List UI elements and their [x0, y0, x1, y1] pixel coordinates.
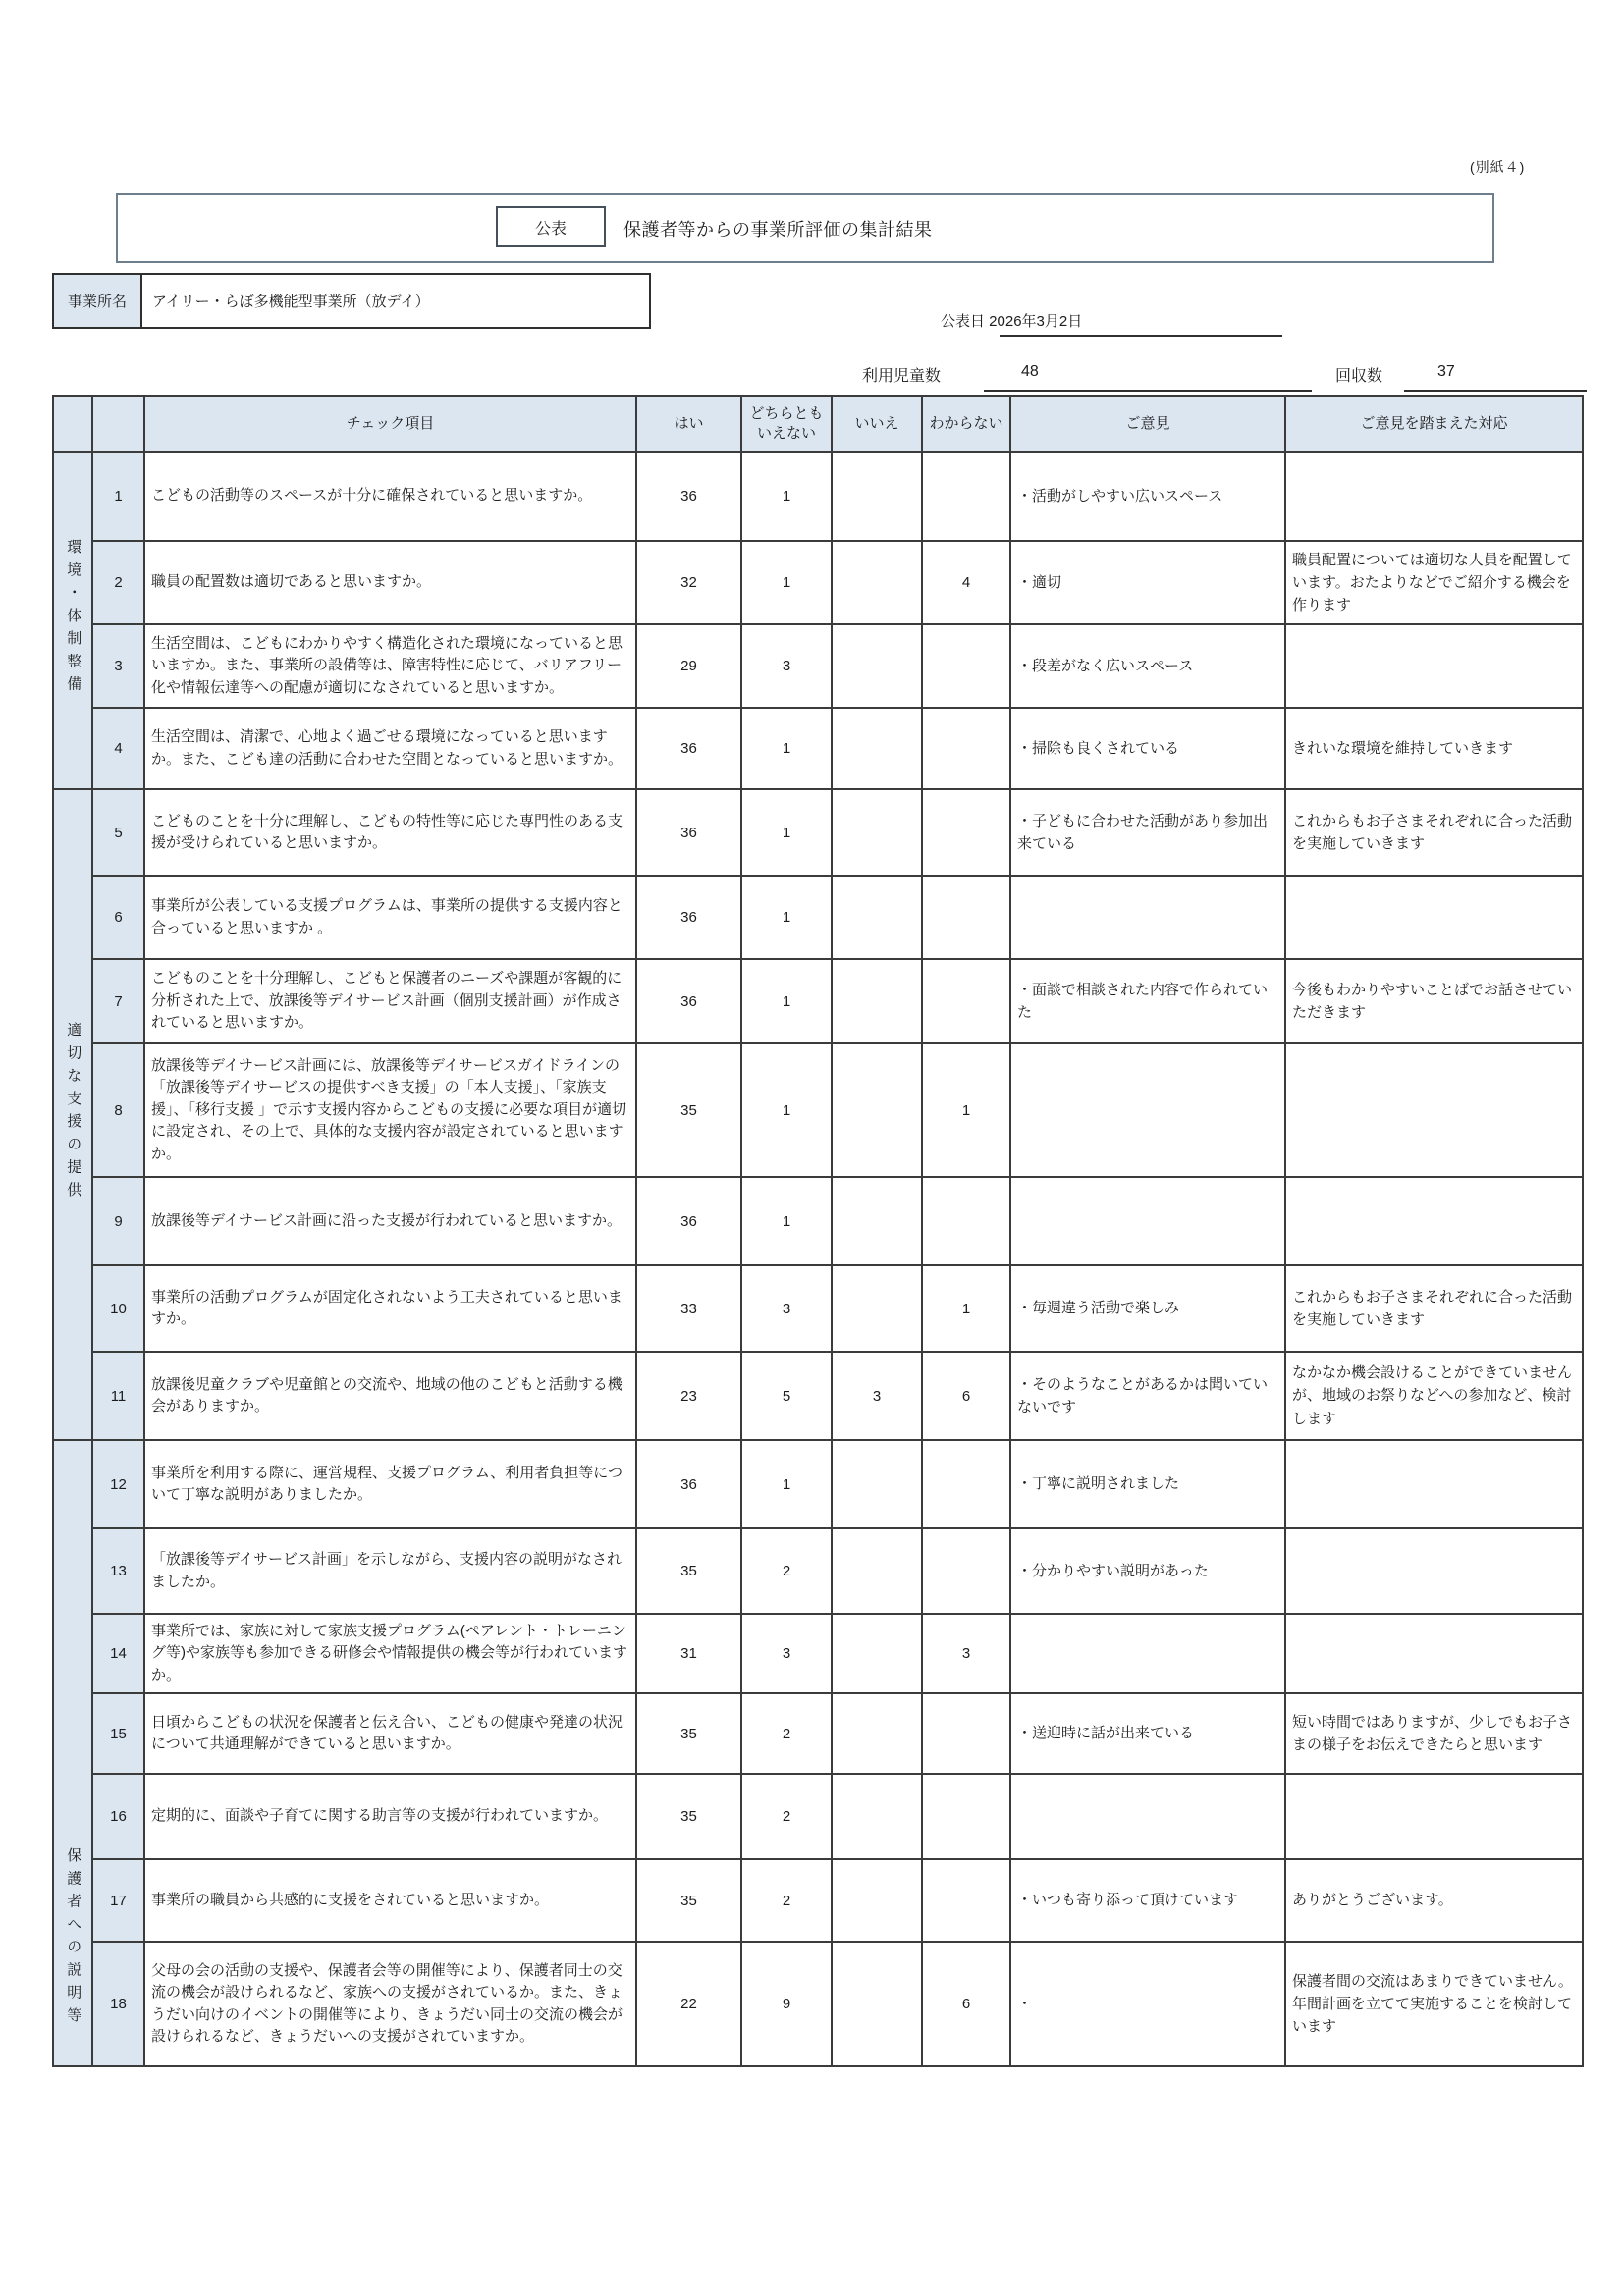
comment-cell: ・適切 [1010, 541, 1285, 624]
count-yes: 36 [636, 959, 741, 1043]
count-neither: 1 [741, 876, 832, 959]
count-unknown [922, 452, 1010, 541]
comment-cell [1010, 1043, 1285, 1177]
count-yes: 33 [636, 1265, 741, 1352]
response-cell: これからもお子さまそれぞれに合った活動を実施していきます [1285, 1265, 1583, 1352]
count-unknown [922, 959, 1010, 1043]
response-cell: これからもお子さまそれぞれに合った活動を実施していきます [1285, 789, 1583, 876]
count-no [832, 959, 922, 1043]
header-col-2: どちらともいえない [741, 396, 832, 452]
count-unknown: 1 [922, 1043, 1010, 1177]
count-unknown: 1 [922, 1265, 1010, 1352]
count-neither: 3 [741, 1265, 832, 1352]
response-cell [1285, 1528, 1583, 1614]
count-yes: 29 [636, 624, 741, 708]
count-neither: 2 [741, 1859, 832, 1942]
comment-cell [1010, 1614, 1285, 1693]
table-row [53, 708, 1583, 789]
category-label: 適切な支援の提供 [65, 1021, 82, 1204]
question-cell: こどもの活動等のスペースが十分に確保されていると思いますか。 [144, 452, 636, 541]
row-number: 13 [92, 1528, 144, 1614]
count-unknown: 4 [922, 541, 1010, 624]
count-yes: 36 [636, 1440, 741, 1528]
comment-cell [1010, 1774, 1285, 1859]
count-yes: 31 [636, 1614, 741, 1693]
children-count-value: 48 [1021, 363, 1039, 380]
count-no: 3 [832, 1352, 922, 1440]
count-unknown: 6 [922, 1352, 1010, 1440]
count-unknown [922, 1859, 1010, 1942]
row-number: 1 [92, 452, 144, 541]
count-neither: 1 [741, 789, 832, 876]
question-cell: 定期的に、面談や子育てに関する助言等の支援が行われていますか。 [144, 1774, 636, 1859]
header-col-4: わからない [922, 396, 1010, 452]
comment-cell: ・送迎時に話が出来ている [1010, 1693, 1285, 1774]
response-cell [1285, 1177, 1583, 1265]
question-cell: 放課後児童クラブや児童館との交流や、地域の他のこどもと活動する機会がありますか。 [144, 1352, 636, 1440]
comment-cell: ・面談で相談された内容で作られていた [1010, 959, 1285, 1043]
count-yes: 36 [636, 452, 741, 541]
header-number-spacer [92, 396, 144, 452]
title-box [116, 193, 1494, 263]
question-cell: 事業所を利用する際に、運営規程、支援プログラム、利用者負担等について丁寧な説明がありましたか。 [144, 1440, 636, 1528]
row-number: 14 [92, 1614, 144, 1693]
count-neither: 2 [741, 1774, 832, 1859]
table-row [53, 452, 1583, 541]
count-no [832, 452, 922, 541]
response-cell [1285, 876, 1583, 959]
response-cell: ありがとうございます。 [1285, 1859, 1583, 1942]
count-yes: 35 [636, 1043, 741, 1177]
header-col-5: ご意見 [1010, 396, 1285, 452]
comment-cell: ・段差がなく広いスペース [1010, 624, 1285, 708]
row-number: 11 [92, 1352, 144, 1440]
question-cell: 放課後等デイサービス計画には、放課後等デイサービスガイドラインの「放課後等デイサービスの提供すべき支援」の「本人支援」、「家族支援」、「移行支援 」で示す支援内容からこどもの支援に必要な項目が適切に設定され、その上で、具体的な支援内容が設定されていると思いますか。 [144, 1043, 636, 1177]
count-yes: 35 [636, 1528, 741, 1614]
count-neither: 2 [741, 1528, 832, 1614]
count-yes: 36 [636, 1177, 741, 1265]
question-cell: 放課後等デイサービス計画に沿った支援が行われていると思いますか。 [144, 1177, 636, 1265]
count-yes: 23 [636, 1352, 741, 1440]
table-row [53, 959, 1583, 1043]
evaluation-table [52, 395, 1584, 2067]
row-number: 4 [92, 708, 144, 789]
count-unknown: 6 [922, 1942, 1010, 2066]
table-row [53, 1177, 1583, 1265]
row-number: 5 [92, 789, 144, 876]
question-cell: 事業所が公表している支援プログラムは、事業所の提供する支援内容と合っていると思いますか 。 [144, 876, 636, 959]
question-cell: 「放課後等デイサービス計画」を示しながら、支援内容の説明がなされましたか。 [144, 1528, 636, 1614]
question-cell: こどものことを十分理解し、こどもと保護者のニーズや課題が客観的に分析された上で、放課後等デイサービス計画（個別支援計画）が作成されていると思いますか。 [144, 959, 636, 1043]
count-yes: 36 [636, 789, 741, 876]
collected-count-label: 回収数 [1335, 368, 1383, 385]
response-cell: きれいな環境を維持していきます [1285, 708, 1583, 789]
response-cell [1285, 1774, 1583, 1859]
count-no [832, 1440, 922, 1528]
collected-count-underline [1404, 390, 1587, 392]
count-no [832, 1177, 922, 1265]
children-count-underline [984, 390, 1312, 392]
count-no [832, 624, 922, 708]
comment-cell [1010, 876, 1285, 959]
count-neither: 2 [741, 1693, 832, 1774]
count-no [832, 1265, 922, 1352]
table-row [53, 1774, 1583, 1859]
office-name-value: アイリー・らぼ多機能型事業所（放デイ） [140, 273, 651, 329]
table-row [53, 1352, 1583, 1440]
count-unknown [922, 1774, 1010, 1859]
category-cell [53, 789, 92, 1440]
table-row [53, 1942, 1583, 2066]
row-number: 16 [92, 1774, 144, 1859]
comment-cell: ・ [1010, 1942, 1285, 2066]
response-cell [1285, 624, 1583, 708]
row-number: 10 [92, 1265, 144, 1352]
response-cell [1285, 452, 1583, 541]
count-neither: 1 [741, 452, 832, 541]
count-yes: 35 [636, 1693, 741, 1774]
row-number: 6 [92, 876, 144, 959]
table-row [53, 1693, 1583, 1774]
comment-cell [1010, 1177, 1285, 1265]
question-cell: 日頃からこどもの状況を保護者と伝え合い、こどもの健康や発達の状況について共通理解ができていると思いますか。 [144, 1693, 636, 1774]
question-cell: 事業所の職員から共感的に支援をされていると思いますか。 [144, 1859, 636, 1942]
row-number: 8 [92, 1043, 144, 1177]
row-number: 3 [92, 624, 144, 708]
count-neither: 5 [741, 1352, 832, 1440]
comment-cell: ・丁寧に説明されました [1010, 1440, 1285, 1528]
question-cell: こどものことを十分に理解し、こどもの特性等に応じた専門性のある支援が受けられていると思いますか。 [144, 789, 636, 876]
count-yes: 36 [636, 708, 741, 789]
table-row [53, 1859, 1583, 1942]
count-yes: 35 [636, 1774, 741, 1859]
count-unknown [922, 708, 1010, 789]
comment-cell: ・掃除も良くされている [1010, 708, 1285, 789]
comment-cell: ・分かりやすい説明があった [1010, 1528, 1285, 1614]
response-cell: 職員配置については適切な人員を配置しています。おたよりなどでご紹介する機会を作ります [1285, 541, 1583, 624]
comment-cell: ・いつも寄り添って頂けています [1010, 1859, 1285, 1942]
count-no [832, 1043, 922, 1177]
question-cell: 生活空間は、清潔で、心地よく過ごせる環境になっていると思いますか。また、こども達の活動に合わせた空間となっていると思いますか。 [144, 708, 636, 789]
response-cell: 保護者間の交流はあまりできていません。年間計画を立てて実施することを検討しています [1285, 1942, 1583, 2066]
header-col-6: ご意見を踏まえた対応 [1285, 396, 1583, 452]
count-unknown [922, 1528, 1010, 1614]
count-neither: 3 [741, 1614, 832, 1693]
page-title: 保護者等からの事業所評価の集計結果 [623, 219, 933, 240]
count-neither: 1 [741, 708, 832, 789]
response-cell [1285, 1614, 1583, 1693]
count-neither: 1 [741, 1043, 832, 1177]
count-neither: 1 [741, 541, 832, 624]
count-neither: 1 [741, 959, 832, 1043]
table-row [53, 1043, 1583, 1177]
count-neither: 9 [741, 1942, 832, 2066]
row-number: 12 [92, 1440, 144, 1528]
question-cell: 事業所の活動プログラムが固定化されないよう工夫されていると思いますか。 [144, 1265, 636, 1352]
row-number: 15 [92, 1693, 144, 1774]
count-unknown [922, 789, 1010, 876]
response-cell [1285, 1440, 1583, 1528]
table-header [53, 396, 1583, 452]
count-yes: 22 [636, 1942, 741, 2066]
comment-cell: ・活動がしやすい広いスペース [1010, 452, 1285, 541]
header-category-spacer [53, 396, 92, 452]
row-number: 18 [92, 1942, 144, 2066]
count-neither: 1 [741, 1177, 832, 1265]
table-row [53, 1528, 1583, 1614]
collected-count-value: 37 [1437, 363, 1455, 380]
count-yes: 32 [636, 541, 741, 624]
count-neither: 1 [741, 1440, 832, 1528]
count-no [832, 1774, 922, 1859]
count-unknown [922, 1693, 1010, 1774]
question-cell: 生活空間は、こどもにわかりやすく構造化された環境になっていると思いますか。また、事業所の設備等は、障害特性に応じて、バリアフリー化や情報伝達等への配慮が適切になされていると思いますか。 [144, 624, 636, 708]
count-yes: 36 [636, 876, 741, 959]
header-col-1: はい [636, 396, 741, 452]
count-yes: 35 [636, 1859, 741, 1942]
response-cell [1285, 1043, 1583, 1177]
row-number: 7 [92, 959, 144, 1043]
table-row [53, 624, 1583, 708]
count-no [832, 1942, 922, 2066]
comment-cell: ・毎週違う活動で楽しみ [1010, 1265, 1285, 1352]
table-row [53, 1265, 1583, 1352]
publish-date-underline [1000, 335, 1282, 337]
count-unknown [922, 1177, 1010, 1265]
row-number: 17 [92, 1859, 144, 1942]
comment-cell: ・子どもに合わせた活動があり参加出来ている [1010, 789, 1285, 876]
category-label: 保護者への説明等 [65, 1847, 82, 2030]
comment-cell: ・そのようなことがあるかは聞いていないです [1010, 1352, 1285, 1440]
question-cell: 父母の会の活動の支援や、保護者会等の開催等により、保護者同士の交流の機会が設けられるなど、家族への支援がされているか。また、きょうだい向けのイベントの開催等により、きょうだい同士の交流の機会が設けられるなど、きょうだいへの支援がされていますか。 [144, 1942, 636, 2066]
response-cell: 今後もわかりやすいことばでお話させていただきます [1285, 959, 1583, 1043]
row-number: 9 [92, 1177, 144, 1265]
count-no [832, 789, 922, 876]
count-no [832, 1859, 922, 1942]
header-col-0: チェック項目 [144, 396, 636, 452]
count-neither: 3 [741, 624, 832, 708]
count-no [832, 1693, 922, 1774]
category-cell [53, 1440, 92, 2066]
count-no [832, 876, 922, 959]
table-row [53, 541, 1583, 624]
count-unknown [922, 876, 1010, 959]
children-count-label: 利用児童数 [862, 368, 942, 385]
count-no [832, 1528, 922, 1614]
category-label: 環境・体制整備 [65, 538, 82, 699]
table-row [53, 1614, 1583, 1693]
question-cell: 事業所では、家族に対して家族支援プログラム(ペアレント・トレーニング等)や家族等も参加できる研修会や情報提供の機会等が行われていますか。 [144, 1614, 636, 1693]
count-unknown: 3 [922, 1614, 1010, 1693]
question-cell: 職員の配置数は適切であると思いますか。 [144, 541, 636, 624]
row-number: 2 [92, 541, 144, 624]
table-row [53, 876, 1583, 959]
count-no [832, 541, 922, 624]
attachment-note: (別紙４) [1470, 159, 1526, 175]
category-cell [53, 452, 92, 789]
response-cell: 短い時間ではありますが、少しでもお子さまの様子をお伝えできたらと思います [1285, 1693, 1583, 1774]
office-name-label: 事業所名 [52, 273, 142, 329]
response-cell: なかなか機会設けることができていませんが、地域のお祭りなどへの参加など、検討します [1285, 1352, 1583, 1440]
count-unknown [922, 624, 1010, 708]
publication-badge: 公表 [496, 206, 606, 247]
table-row [53, 789, 1583, 876]
table-row [53, 1440, 1583, 1528]
header-col-3: いいえ [832, 396, 922, 452]
count-unknown [922, 1440, 1010, 1528]
count-no [832, 708, 922, 789]
count-no [832, 1614, 922, 1693]
publish-date: 公表日 2026年3月2日 [941, 313, 1083, 330]
